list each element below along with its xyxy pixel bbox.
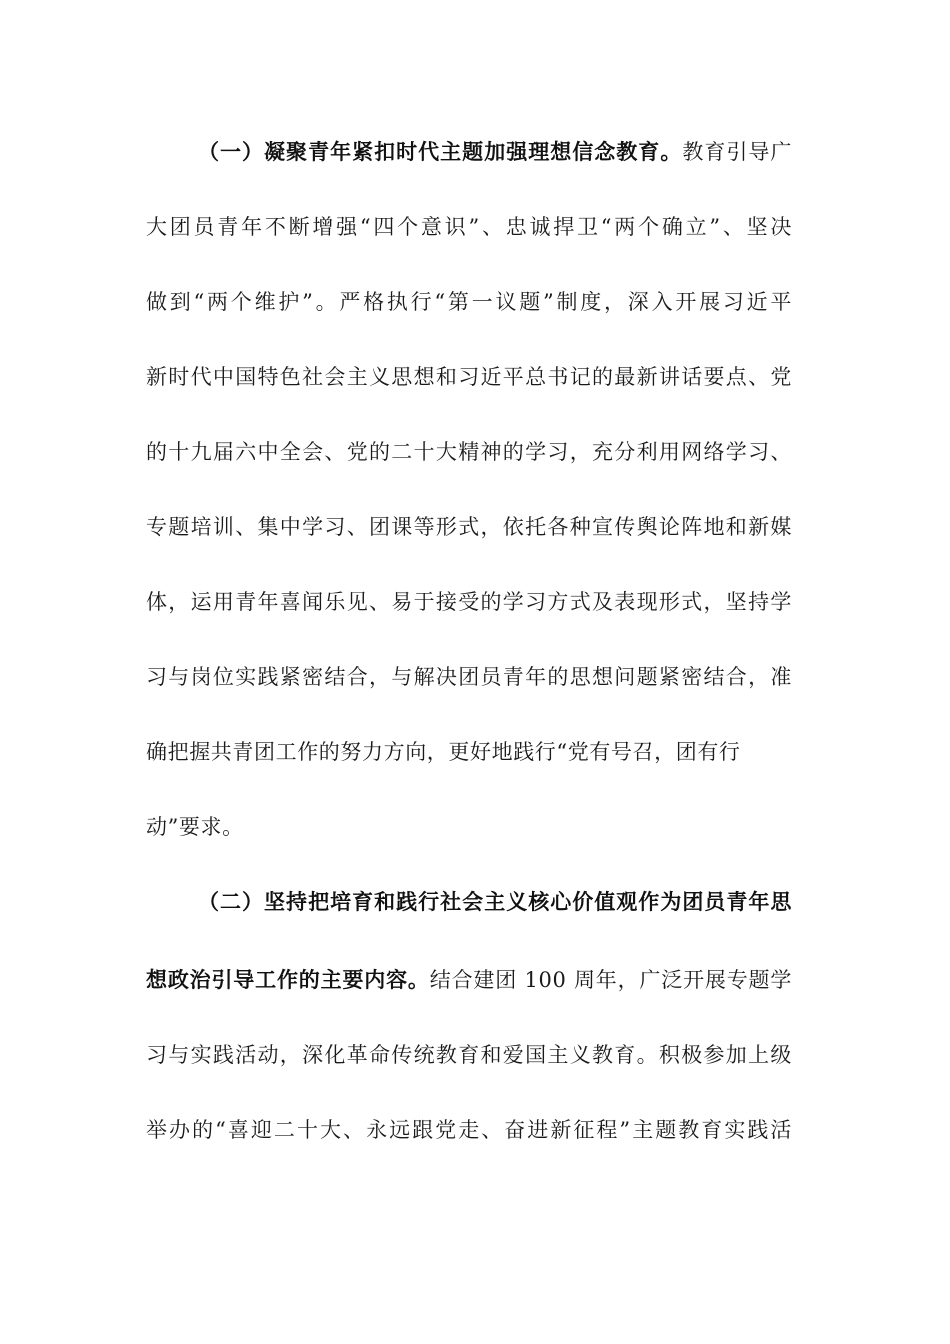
paragraph-2-heading-line-2: 想政治引导工作的主要内容。	[146, 968, 430, 992]
paragraph-1-line-5: 的十九届六中全会、党的二十大精神的学习，充分利用网络学习、	[146, 440, 792, 464]
paragraph-1-line-10: 动”要求。	[146, 815, 244, 839]
paragraph-2-line-2-text: 结合建团 100 周年，广泛开展专题学	[429, 968, 792, 992]
paragraph-1-line-9: 确把握共青团工作的努力方向，更好地践行“党有号召，团有行	[146, 740, 741, 764]
paragraph-1-line-3: 做到“两个维护”。严格执行“第一议题”制度，深入开展习近平	[146, 290, 792, 314]
paragraph-2-heading-line-1: （二）坚持把培育和践行社会主义核心价值观作为团员青年思	[198, 890, 792, 914]
paragraph-1-heading: （一）凝聚青年紧扣时代主题加强理想信念教育。	[198, 140, 683, 164]
paragraph-1-line-1-text: 教育引导广	[682, 140, 793, 164]
paragraph-1-line-4: 新时代中国特色社会主义思想和习近平总书记的最新讲话要点、党	[146, 365, 792, 389]
paragraph-1-line-1	[198, 132, 792, 172]
paragraph-2-line-4: 举办的“喜迎二十大、永远跟党走、奋进新征程”主题教育实践活	[146, 1118, 792, 1142]
paragraph-1-line-6: 专题培训、集中学习、团课等形式，依托各种宣传舆论阵地和新媒	[146, 515, 792, 539]
paragraph-2-line-2	[146, 960, 792, 1000]
paragraph-1-line-2: 大团员青年不断增强“四个意识”、忠诚捍卫“两个确立”、坚决	[146, 215, 792, 239]
paragraph-2-line-3: 习与实践活动，深化革命传统教育和爱国主义教育。积极参加上级	[146, 1043, 792, 1067]
paragraph-1-line-7: 体，运用青年喜闻乐见、易于接受的学习方式及表现形式，坚持学	[146, 590, 792, 614]
paragraph-1-line-8: 习与岗位实践紧密结合，与解决团员青年的思想问题紧密结合，准	[146, 665, 792, 689]
